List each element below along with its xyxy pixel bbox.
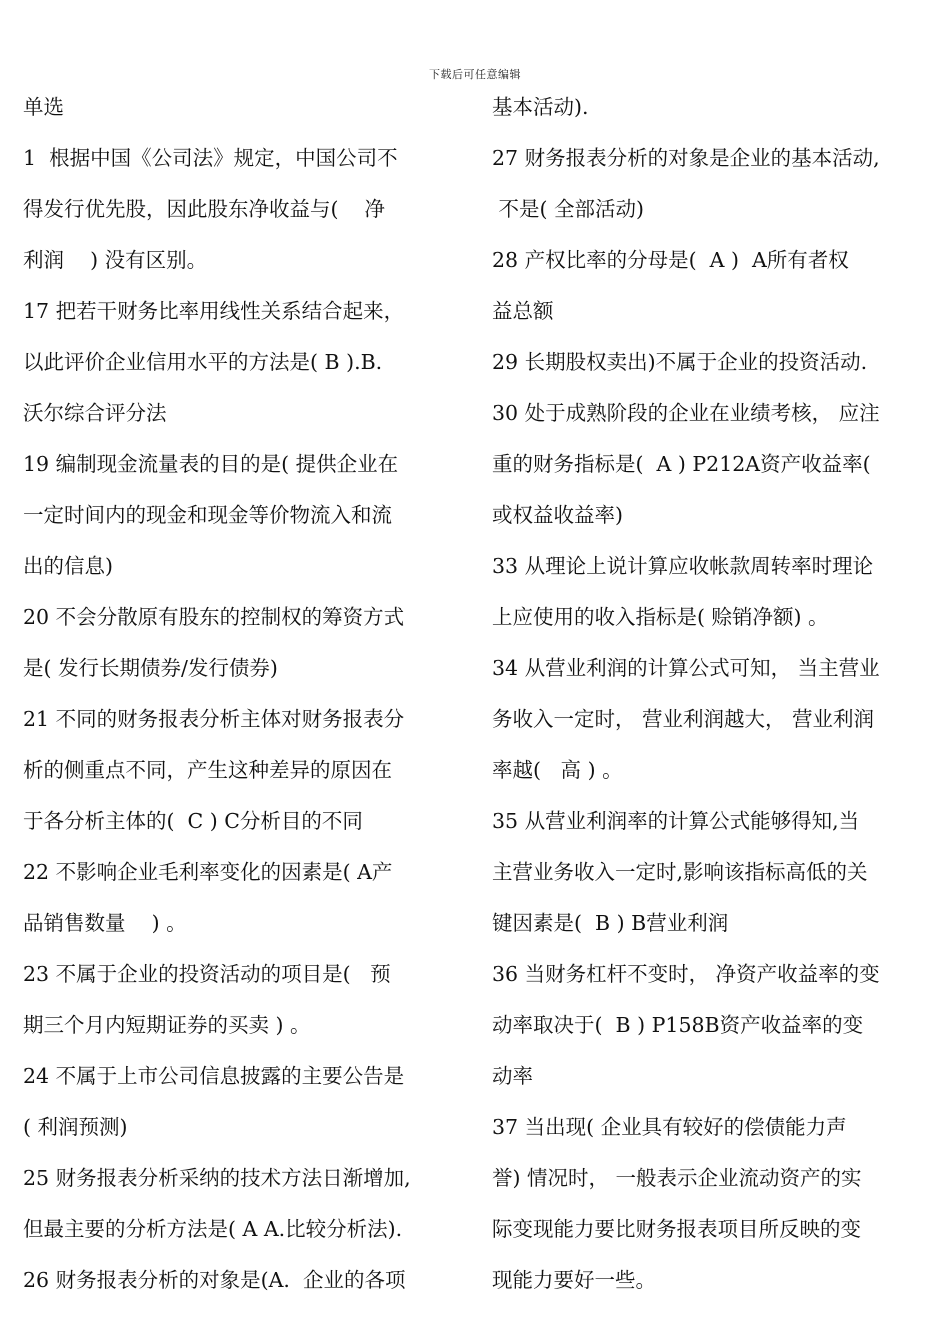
left-column-line: 是( 发行长期债券/发行债券)	[23, 656, 278, 680]
left-column-line: 出的信息)	[23, 554, 113, 578]
right-column-line: 率越( 高 ) 。	[492, 758, 623, 782]
right-column-line: 基本活动).	[492, 95, 589, 119]
right-column-line: 动率取决于( B ) P158B资产收益率的变	[492, 1013, 864, 1037]
left-column-line: 单选	[23, 95, 64, 119]
right-column-line: 30 处于成熟阶段的企业在业绩考核， 应注	[492, 401, 880, 425]
right-column-line: 主营业务收入一定时,影响该指标高低的关	[492, 860, 868, 884]
right-column-line: 36 当财务杠杆不变时， 净资产收益率的变	[492, 962, 880, 986]
left-column	[23, 82, 471, 1306]
left-column-line: 但最主要的分析方法是( A A.比较分析法).	[23, 1217, 403, 1241]
right-column-line: 益总额	[492, 299, 554, 323]
right-column-line: 誉) 情况时， 一般表示企业流动资产的实	[492, 1166, 862, 1190]
left-column-line: 17 把若干财务比率用线性关系结合起来，	[23, 299, 405, 323]
right-column-line: 键因素是( B ) B营业利润	[492, 911, 729, 935]
left-column-line: 26 财务报表分析的对象是(A. 企业的各项	[23, 1268, 406, 1292]
left-column-line: 一定时间内的现金和现金等价物流入和流	[23, 503, 392, 527]
left-column-line: 22 不影响企业毛利率变化的因素是( A产	[23, 860, 393, 884]
right-column-line: 29 长期股权卖出)不属于企业的投资活动.	[492, 350, 868, 374]
right-column	[492, 82, 937, 1306]
right-column-line: 重的财务指标是( A ) P212A资产收益率(	[492, 452, 871, 476]
right-column-line: 务收入一定时， 营业利润越大， 营业利润	[492, 707, 875, 731]
header-note: 下载后可任意编辑	[429, 68, 521, 81]
left-column-line: 析的侧重点不同，产生这种差异的原因在	[23, 758, 392, 782]
left-column-line: 于各分析主体的( C ) C分析目的不同	[23, 809, 363, 833]
right-column-line: 不是( 全部活动)	[492, 197, 645, 221]
left-column-line: 25 财务报表分析采纳的技术方法日渐增加,	[23, 1166, 411, 1190]
right-column-line: 27 财务报表分析的对象是企业的基本活动,	[492, 146, 880, 170]
right-column-line: 动率	[492, 1064, 533, 1088]
left-column-line: 20 不会分散原有股东的控制权的筹资方式	[23, 605, 405, 629]
right-column-line: 上应使用的收入指标是( 赊销净额) 。	[492, 605, 829, 629]
right-column-line: 37 当出现( 企业具有较好的偿债能力声	[492, 1115, 847, 1139]
right-column-line: 28 产权比率的分母是( A ) A所有者权	[492, 248, 849, 272]
right-column-line: 33 从理论上说计算应收帐款周转率时理论	[492, 554, 874, 578]
left-column-line: 21 不同的财务报表分析主体对财务报表分	[23, 707, 405, 731]
left-column-line: 24 不属于上市公司信息披露的主要公告是	[23, 1064, 405, 1088]
right-column-line: 34 从营业利润的计算公式可知， 当主营业	[492, 656, 880, 680]
left-column-line: ( 利润预测)	[23, 1115, 128, 1139]
left-column-line: 19 编制现金流量表的目的是( 提供企业在	[23, 452, 399, 476]
right-column-line: 35 从营业利润率的计算公式能够得知,当	[492, 809, 860, 833]
left-column-line: 品销售数量 ) 。	[23, 911, 187, 935]
right-column-line: 现能力要好一些。	[492, 1268, 656, 1292]
left-column-line: 以此评价企业信用水平的方法是( B ).B.	[23, 350, 383, 374]
left-column-line: 利润 ) 没有区别。	[23, 248, 208, 272]
right-column-line: 际变现能力要比财务报表项目所反映的变	[492, 1217, 861, 1241]
left-column-line: 沃尔综合评分法	[23, 401, 167, 425]
left-column-line: 得发行优先股，因此股东净收益与( 净	[23, 197, 386, 221]
left-column-line: 期三个月内短期证券的买卖 ) 。	[23, 1013, 311, 1037]
right-column-line: 或权益收益率)	[492, 503, 623, 527]
left-column-line: 23 不属于企业的投资活动的项目是( 预	[23, 962, 391, 986]
left-column-line: 1 根据中国《公司法》规定，中国公司不	[23, 146, 398, 170]
